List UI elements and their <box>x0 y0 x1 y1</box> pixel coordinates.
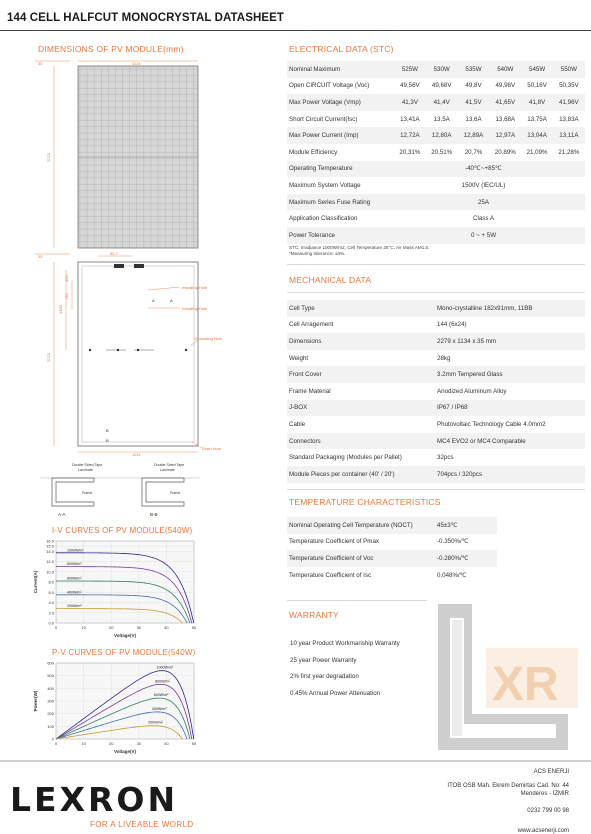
x-tick-label: 30 <box>136 625 142 630</box>
warranty-item: 25 year Power Warranty <box>290 656 357 664</box>
electrical-row <box>287 111 585 128</box>
mechanical-row-value: 28kg <box>437 354 451 362</box>
electrical-row <box>287 161 585 178</box>
electrical-cell: 540W <box>497 65 514 73</box>
x-tick-label: 0 <box>54 741 58 746</box>
electrical-cell: 525W <box>401 65 418 73</box>
y-tick-label: 600 <box>47 660 54 666</box>
series-label: 600W/m² <box>67 576 82 581</box>
electrical-note-1: STC; Irradiance 1000W/m2, Cell Temperature 25°C, Air Mass AM1.5. <box>289 245 430 250</box>
series-label: 200W/m² <box>67 604 82 609</box>
series-label: 400W/m² <box>67 590 82 595</box>
electrical-row-label: Maximum Series Fuse Rating <box>289 198 371 206</box>
dim-v3: 1400 <box>58 305 63 314</box>
x-tick-label: 40 <box>164 625 169 630</box>
x-tick-label: 10 <box>81 625 86 630</box>
electrical-row <box>287 194 585 211</box>
y-tick-label: 200 <box>47 711 54 717</box>
temperature-table <box>287 517 497 583</box>
y-tick-label: 8.0 <box>48 579 54 585</box>
mechanical-row <box>287 333 585 350</box>
iv-chart-title: I-V CURVES OF PV MODULE(540W) <box>52 526 193 535</box>
temperature-row-value: 0.048%/℃ <box>437 571 467 579</box>
electrical-cell: 20,7% <box>464 148 483 156</box>
electrical-notes <box>289 245 429 257</box>
tagline: FOR A LIVEABLE WORLD <box>90 820 194 829</box>
electrical-cell: 1500V (IEC/UL) <box>461 181 506 189</box>
electrical-cell: 21,09% <box>526 148 548 156</box>
mechanical-row <box>287 433 585 450</box>
divider <box>287 600 427 601</box>
electrical-row <box>287 177 585 194</box>
y-tick-label: 6.0 <box>48 589 54 595</box>
xr-watermark <box>430 604 588 754</box>
electrical-row <box>287 127 585 144</box>
footer-divider <box>0 760 591 762</box>
temperature-title: TEMPERATURE CHARACTERISTICS <box>289 497 441 507</box>
electrical-cell: 49,98V <box>495 82 516 90</box>
electrical-cell: 13,68A <box>495 115 516 123</box>
temperature-row <box>287 517 497 534</box>
electrical-row <box>287 227 585 244</box>
electrical-row-label: Max Power Current (Imp) <box>289 132 359 140</box>
section-bb-label: B-B <box>150 512 158 517</box>
mechanical-row <box>287 350 585 367</box>
series-label: 400W/m² <box>151 706 167 711</box>
electrical-cell: 50,35V <box>559 82 579 90</box>
mechanical-row <box>287 466 585 483</box>
y-axis-label: Power(W) <box>33 690 38 712</box>
mechanical-row-label: Weight <box>289 354 309 362</box>
temperature-row-label: Temperature Coefficient of Voc <box>289 554 374 562</box>
temperature-row <box>287 534 497 551</box>
temperature-row-label: Temperature Coefficient of Pmax <box>289 538 379 546</box>
y-tick-label: 100 <box>47 723 54 729</box>
mechanical-row-value: 3.2mm Tempered Glass <box>437 371 503 379</box>
iv-chart <box>30 537 200 639</box>
phone-number[interactable]: 0232 799 00 98 <box>527 807 569 814</box>
mechanical-row-label: Connectors <box>289 437 321 445</box>
electrical-row-label: Open CIRCUIT Voltage (Voc) <box>289 82 370 90</box>
tape-label-1: Double Sided Tape <box>72 463 103 467</box>
electrical-row-label: Max Power Voltage (Vmp) <box>289 98 361 106</box>
y-tick-label: 4.0 <box>48 600 54 605</box>
mechanical-row-label: Cell Type <box>289 304 315 312</box>
mechanical-row <box>287 383 585 400</box>
section-b-top: B <box>106 428 109 433</box>
y-tick-label: 300 <box>47 698 54 704</box>
dim-v4: 2279 <box>46 353 51 362</box>
electrical-cell: 12,72A <box>400 132 420 140</box>
warranty-item: 10 year Product Workmanship Warranty <box>290 640 400 647</box>
installing-hole-label-2: Installing Hole <box>182 306 208 311</box>
y-tick-label: 2.0 <box>48 610 54 616</box>
x-tick-label: 30 <box>136 741 142 746</box>
mechanical-row <box>287 366 585 383</box>
dim-d2: 1134 <box>132 452 141 457</box>
electrical-row-label: Operating Temperature <box>289 165 353 173</box>
electrical-row-label: Module Efficiency <box>289 148 338 156</box>
divider <box>287 489 585 490</box>
mechanical-row-label: Front Cover <box>289 371 322 379</box>
y-tick-label: 400 <box>47 685 54 691</box>
electrical-cell: 41,5V <box>465 98 482 106</box>
address-line-1: ITOB OSB Mah. Ekrem Demirtas Cad. No: 44 <box>447 783 569 790</box>
temperature-row <box>287 550 497 567</box>
series-label: 200W/m² <box>148 720 163 725</box>
electrical-cell: 13,11A <box>559 132 579 140</box>
series-label: 800W/m² <box>67 562 82 567</box>
electrical-cell: 530W <box>433 65 450 73</box>
electrical-cell: 41,3V <box>401 98 418 106</box>
series-label: 1000W/m² <box>67 548 84 553</box>
frame-label-1: Frame <box>82 491 93 495</box>
electrical-cell: 49,56V <box>400 82 420 90</box>
divider <box>287 264 585 265</box>
temperature-row-value: -0.280%/℃ <box>437 554 469 562</box>
page-title: 144 CELL HALFCUT MONOCRYSTAL DATASHEET <box>7 12 285 24</box>
drain-hole-label: Drain Hole <box>202 446 221 451</box>
address-line-2: Menderes - IZMIR <box>520 791 569 798</box>
electrical-title: ELECTRICAL DATA (STC) <box>289 44 394 54</box>
y-tick-label: 16.0 <box>46 538 54 544</box>
watermark-letters: XR <box>492 658 559 711</box>
electrical-note-2: *Measuring tolerance: ±3%. <box>289 251 346 256</box>
mechanical-table <box>287 300 585 483</box>
dim-height: 2279 <box>46 153 51 162</box>
electrical-row <box>287 94 585 111</box>
x-tick-label: 10 <box>81 741 86 746</box>
module-back-drawing <box>30 250 230 460</box>
mechanical-row-value: Anodized Aluminum Alloy <box>437 387 507 395</box>
electrical-table <box>287 61 585 244</box>
y-tick-label: 0.0 <box>48 620 54 626</box>
mechanical-row-value: 2279 x 1134 x 35 mm <box>437 337 497 345</box>
electrical-cell: 13,04A <box>527 132 547 140</box>
mechanical-title: MECHANICAL DATA <box>289 275 372 285</box>
electrical-cell: 50,16V <box>527 82 547 90</box>
warranty-list <box>290 636 400 702</box>
mechanical-row-label: Cell Arragement <box>289 321 334 329</box>
electrical-cell: 20,31% <box>399 148 421 156</box>
electrical-cell: -40℃~+85℃ <box>465 165 502 173</box>
electrical-row <box>287 144 585 161</box>
electrical-row-label: Power Tolerance <box>289 231 335 239</box>
electrical-row-label: Nominal Maximum <box>289 65 341 73</box>
temperature-row-value: 45±3℃ <box>437 521 458 529</box>
electrical-cell: 13,6A <box>465 115 482 123</box>
electrical-cell: 20,51% <box>431 148 453 156</box>
electrical-cell: 25A <box>477 198 489 206</box>
divider <box>287 292 585 293</box>
tape-label-2: Double Sided Tape <box>154 463 185 467</box>
electrical-cell: Class A <box>473 215 494 223</box>
mechanical-row <box>287 300 585 317</box>
x-tick-label: 0 <box>54 625 58 630</box>
electrical-cell: 0 ~ + 5W <box>470 231 497 239</box>
warranty-item: 2% first year degradation <box>290 673 359 681</box>
company-address <box>447 768 569 834</box>
temperature-row-value: -0.350%/℃ <box>437 538 469 546</box>
y-tick-label: 15.0 <box>46 543 54 549</box>
mechanical-row-value: MC4 EVO2 or MC4 Comparable <box>437 437 526 445</box>
y-tick-label: 12.0 <box>46 559 54 564</box>
mechanical-row <box>287 416 585 433</box>
mechanical-row-value: 32pcs <box>437 454 454 462</box>
mechanical-row-label: J-BOX <box>289 404 308 412</box>
mechanical-row-value: 144 (6x24) <box>437 321 467 329</box>
electrical-cell: 13,41A <box>400 115 420 123</box>
electrical-cell: 12,97A <box>495 132 516 140</box>
section-b-bottom: B <box>106 438 109 443</box>
temperature-row <box>287 567 497 584</box>
y-axis-label: Current(A) <box>33 570 38 594</box>
mechanical-row-label: Cable <box>289 420 306 428</box>
pv-chart-title: P-V CURVES OF PV MODULE(540W) <box>52 648 196 657</box>
dim-width: 1134 <box>132 61 141 66</box>
electrical-cell: 545W <box>529 65 546 73</box>
warranty-item: 0.45% Annual Power Attenuation <box>290 689 381 697</box>
mechanical-row <box>287 400 585 417</box>
x-axis-label: Voltage(V) <box>114 749 136 754</box>
laminate-label-2: Laminate <box>160 468 175 472</box>
x-tick-label: 40 <box>164 741 169 746</box>
electrical-row <box>287 210 585 227</box>
section-a-right: A <box>170 298 173 303</box>
temperature-row-label: Temperature Coefficient of Isc <box>289 571 372 579</box>
y-tick-label: 0 <box>51 736 54 742</box>
dim-v2: 790 <box>64 293 69 300</box>
laminate-label-1: Laminate <box>78 468 93 472</box>
frame-cross-sections <box>30 460 230 522</box>
mechanical-row-value: Mono-crystalline 182x91mm, 11BB <box>437 304 533 312</box>
mechanical-row-label: Module Pieces per container (40' / 20') <box>289 470 395 478</box>
electrical-cell: 20,89% <box>494 148 516 156</box>
y-tick-label: 500 <box>47 673 54 679</box>
title-divider <box>0 30 591 31</box>
section-aa-label: A-A <box>58 512 66 517</box>
x-tick-label: 20 <box>108 741 114 746</box>
electrical-cell: 13,5A <box>433 115 450 123</box>
electrical-cell: 21,28% <box>558 148 580 156</box>
dimensions-title: DIMENSIONS OF PV MODULE(mm) <box>38 44 184 54</box>
electrical-row-label: Maximum System Voltage <box>289 181 361 189</box>
pv-chart <box>30 659 200 755</box>
electrical-cell: 13,83A <box>559 115 579 123</box>
electrical-cell: 535W <box>465 65 482 73</box>
electrical-cell: 550W <box>560 65 577 73</box>
mechanical-row-label: Standard Packaging (Modules per Pallet) <box>289 454 402 462</box>
y-tick-label: 14.0 <box>46 548 54 554</box>
website-link[interactable]: www.acsenerji.com <box>517 827 569 834</box>
electrical-cell: 49,68V <box>431 82 452 90</box>
y-tick-label: 10.0 <box>46 569 54 575</box>
dim-bottom-margin: 35 <box>38 254 43 259</box>
grounding-hole-label: Grounding Hole <box>194 336 223 341</box>
electrical-row-label: Short Circuit Current(Isc) <box>289 115 358 123</box>
temperature-row-label: Nominal Operating Cell Temperature (NOCT) <box>289 521 413 529</box>
section-a-left: A <box>152 298 155 303</box>
warranty-title: WARRANTY <box>289 610 339 620</box>
electrical-row <box>287 78 585 95</box>
x-tick-label: 20 <box>108 625 114 630</box>
electrical-row-label: Application Classification <box>289 215 358 223</box>
mechanical-row-value: IP67 / IP68 <box>437 404 468 412</box>
electrical-cell: 12,80A <box>431 132 452 140</box>
series-label: 800W/m² <box>155 679 170 684</box>
mechanical-row <box>287 317 585 334</box>
electrical-cell: 13,75A <box>527 115 547 123</box>
electrical-cell: 41,65V <box>495 98 516 106</box>
series-label: 1000W/m² <box>156 665 174 670</box>
electrical-cell: 41,8V <box>529 98 546 106</box>
mechanical-row-label: Frame Material <box>289 387 331 395</box>
frame-label-2: Frame <box>170 491 181 495</box>
electrical-cell: 41,4V <box>433 98 450 106</box>
x-tick-label: 50 <box>191 625 197 630</box>
series-label: 600W/m² <box>153 693 169 698</box>
dim-d1: 50.7 <box>110 251 118 256</box>
electrical-cell: 41,96V <box>559 98 579 106</box>
company-name: ACS ENERJI <box>533 769 569 775</box>
electrical-row <box>287 61 585 78</box>
electrical-cell: 12,89A <box>463 132 484 140</box>
mechanical-row-value: 704pcs / 320pcs <box>437 470 483 478</box>
dim-v1: 400 <box>64 275 69 282</box>
lexron-logo: LEXRON <box>10 780 179 819</box>
mechanical-row-label: Dimensions <box>289 337 322 345</box>
dim-top-margin: 35 <box>38 61 43 66</box>
mechanical-row <box>287 449 585 466</box>
module-front-drawing <box>30 56 230 254</box>
x-axis-label: Voltage(V) <box>114 633 136 638</box>
installing-hole-label-1: Installing Hole <box>182 285 208 290</box>
mechanical-row-value: Photovoltaic Technology Cable 4.0mm2 <box>437 420 546 428</box>
electrical-cell: 49,8V <box>465 82 482 90</box>
x-tick-label: 50 <box>191 741 197 746</box>
